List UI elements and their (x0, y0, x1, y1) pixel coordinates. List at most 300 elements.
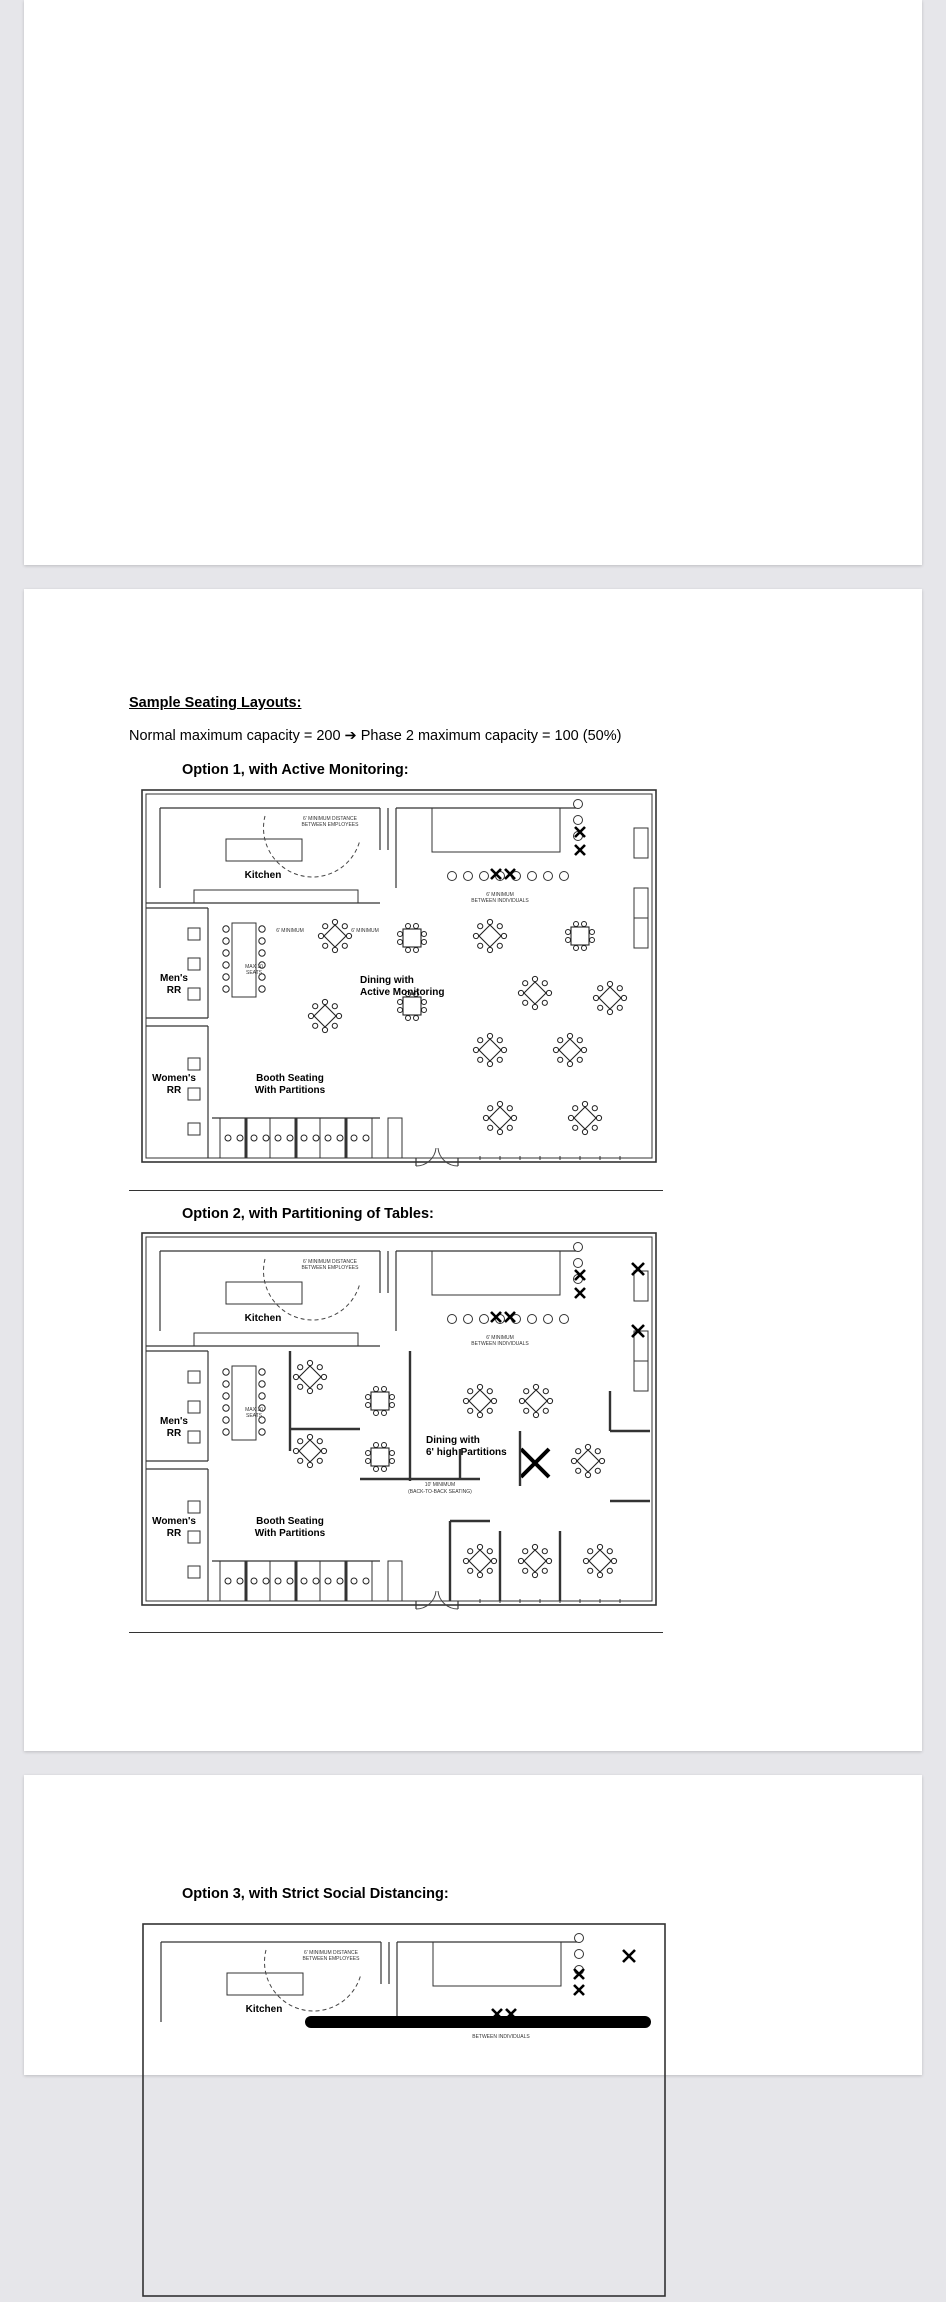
chair-icon (398, 932, 403, 937)
chair-icon (317, 1365, 322, 1370)
bar-stool-icon (464, 872, 473, 881)
chair-icon (223, 1393, 229, 1399)
chair-icon (382, 1387, 387, 1392)
chair-icon (574, 922, 579, 927)
chair-icon (322, 1027, 327, 1032)
minimum-distance-note: 6' MINIMUM (276, 928, 304, 934)
chair-icon (533, 1384, 538, 1389)
document-page-1 (24, 0, 922, 565)
chair-icon (573, 1125, 578, 1130)
chair-icon (323, 943, 328, 948)
chair-icon (617, 986, 622, 991)
chair-icon (293, 1374, 298, 1379)
chair-icon (307, 1462, 312, 1467)
chair-icon (414, 1016, 419, 1021)
back-to-back-note: 10' MINIMUM (424, 1482, 456, 1488)
chair-icon (593, 995, 598, 1000)
chair-icon (223, 986, 229, 992)
chair-icon (621, 995, 626, 1000)
chair-icon (317, 1384, 322, 1389)
chair-icon (225, 1135, 231, 1141)
bar-counter (432, 1251, 560, 1295)
chair-icon (582, 946, 587, 951)
chair-icon (313, 1004, 318, 1009)
x-mark-icon (632, 1263, 644, 1275)
chair-icon (607, 1568, 612, 1573)
chair-icon (317, 1458, 322, 1463)
chair-icon (374, 1387, 379, 1392)
chair-icon (332, 947, 337, 952)
booth-label: With Partitions (254, 1085, 326, 1096)
floor-plan-option-3 (141, 1922, 671, 2302)
toilet-icon (188, 988, 200, 1000)
chair-icon (477, 1384, 482, 1389)
chair-icon (237, 1135, 243, 1141)
wall-booth (634, 1271, 648, 1301)
chair-icon (542, 1000, 547, 1005)
chair-icon (382, 1467, 387, 1472)
chair-icon (223, 1369, 229, 1375)
entrance-door (416, 1591, 458, 1609)
dining-label: 6' high Partitions (426, 1447, 507, 1458)
bar-stool-icon (574, 800, 583, 809)
long-table (232, 923, 256, 997)
x-mark-icon (575, 845, 585, 855)
toilet-icon (188, 1531, 200, 1543)
chair-icon (298, 1458, 303, 1463)
horizontal-scrollbar[interactable] (305, 2016, 651, 2028)
chair-icon (607, 1009, 612, 1014)
chair-icon (576, 1468, 581, 1473)
chair-icon (322, 999, 327, 1004)
chair-icon (497, 924, 502, 929)
chair-icon (223, 1405, 229, 1411)
chair-icon (595, 1468, 600, 1473)
toilet-icon (188, 928, 200, 940)
wall-booth (634, 888, 648, 918)
bar-stool-icon (574, 1243, 583, 1252)
chair-icon (487, 1033, 492, 1038)
chair-icon (342, 924, 347, 929)
chair-icon (298, 1365, 303, 1370)
chair-icon (468, 1549, 473, 1554)
chair-icon (567, 1061, 572, 1066)
chair-icon (483, 1115, 488, 1120)
chair-icon (382, 1411, 387, 1416)
chair-icon (477, 1572, 482, 1577)
mens-restroom-label: Men's (160, 1416, 188, 1427)
bar-stool-icon (574, 1259, 583, 1268)
chair-icon (588, 1549, 593, 1554)
chair-icon (487, 1408, 492, 1413)
toilet-icon (188, 1401, 200, 1413)
chair-icon (287, 1135, 293, 1141)
bar-stool-icon (528, 1315, 537, 1324)
chair-icon (366, 1451, 371, 1456)
chair-icon (275, 1135, 281, 1141)
kitchen-counter (227, 1973, 303, 1995)
toilet-icon (188, 958, 200, 970)
chair-icon (507, 1106, 512, 1111)
chair-icon (566, 930, 571, 935)
chair-icon (582, 922, 587, 927)
bar-stool-icon (448, 872, 457, 881)
toilet-icon (188, 1058, 200, 1070)
chair-icon (259, 1429, 265, 1435)
chair-icon (488, 1106, 493, 1111)
booth-label: Booth Seating (256, 1073, 324, 1084)
capacity-statement: Normal maximum capacity = 200 ➔ Phase 2 maximum capacity = 100 (50%) (129, 728, 622, 744)
pass-counter (194, 1333, 358, 1346)
chair-icon (363, 1135, 369, 1141)
chair-icon (259, 1393, 265, 1399)
chair-icon (491, 1558, 496, 1563)
chair-icon (599, 1458, 604, 1463)
chair-icon (313, 1023, 318, 1028)
back-to-back-note: (BACK-TO-BACK SEATING) (408, 1489, 472, 1495)
bar-stool-icon (574, 816, 583, 825)
booth-label: Booth Seating (256, 1516, 324, 1527)
chair-icon (571, 1458, 576, 1463)
individual-distance-note: 6' MINIMUM (486, 892, 514, 898)
chair-icon (398, 1008, 403, 1013)
table-icon (371, 1392, 389, 1410)
chair-icon (332, 1004, 337, 1009)
chair-icon (321, 1374, 326, 1379)
chair-icon (558, 1038, 563, 1043)
individual-distance-note: BETWEEN INDIVIDUALS (471, 1341, 529, 1347)
mens-restroom-label: RR (166, 985, 182, 996)
toilet-icon (188, 1088, 200, 1100)
floor-plan-option-1 (140, 788, 660, 1168)
employee-distance-note: 6' MINIMUM DISTANCE (303, 1259, 357, 1265)
chair-icon (390, 1395, 395, 1400)
chair-icon (542, 1549, 547, 1554)
chair-icon (406, 1016, 411, 1021)
chair-icon (223, 938, 229, 944)
chair-icon (558, 1057, 563, 1062)
chair-icon (223, 962, 229, 968)
chair-icon (468, 1389, 473, 1394)
chair-icon (307, 1434, 312, 1439)
womens-restroom-label: Women's (152, 1516, 196, 1527)
chair-icon (491, 1398, 496, 1403)
host-stand (388, 1118, 402, 1158)
chair-icon (546, 990, 551, 995)
chair-icon (323, 924, 328, 929)
divider-rule (129, 1632, 663, 1633)
chair-icon (225, 1578, 231, 1584)
bar-stool-icon (464, 1315, 473, 1324)
wall-booth (634, 918, 648, 948)
employee-distance-note: 6' MINIMUM DISTANCE (304, 1950, 358, 1956)
table-icon (371, 1448, 389, 1466)
chair-icon (313, 1578, 319, 1584)
toilet-icon (188, 1431, 200, 1443)
chair-icon (307, 1360, 312, 1365)
chair-icon (463, 1398, 468, 1403)
chair-icon (611, 1558, 616, 1563)
chair-icon (374, 1443, 379, 1448)
chair-icon (259, 950, 265, 956)
chair-icon (223, 1417, 229, 1423)
kitchen-label: Kitchen (244, 870, 282, 881)
x-mark-icon (575, 1288, 585, 1298)
chair-icon (308, 1013, 313, 1018)
employee-distance-note: 6' MINIMUM DISTANCE (303, 816, 357, 822)
chair-icon (422, 932, 427, 937)
kitchen-counter (226, 839, 302, 861)
chair-icon (523, 1000, 528, 1005)
long-table (232, 1366, 256, 1440)
chair-icon (301, 1578, 307, 1584)
minimum-distance-note: 6' MINIMUM (351, 928, 379, 934)
chair-icon (582, 1129, 587, 1134)
chair-icon (422, 1000, 427, 1005)
outer-wall (143, 1924, 665, 2296)
chair-icon (532, 976, 537, 981)
chair-icon (298, 1439, 303, 1444)
kitchen-label: Kitchen (245, 2004, 283, 2015)
bar-stool-icon (560, 872, 569, 881)
womens-restroom-label: Women's (152, 1073, 196, 1084)
max-seats-note: MAX 10 (245, 964, 263, 970)
bar-stool-icon (448, 1315, 457, 1324)
chair-icon (374, 1467, 379, 1472)
chair-icon (473, 933, 478, 938)
bar-stool-icon (575, 1934, 584, 1943)
chair-icon (473, 1047, 478, 1052)
chair-icon (546, 1558, 551, 1563)
chair-icon (406, 948, 411, 953)
mens-restroom-label: RR (166, 1428, 182, 1439)
chair-icon (567, 1033, 572, 1038)
chair-icon (406, 924, 411, 929)
host-stand (388, 1561, 402, 1601)
option-2-title: Option 2, with Partitioning of Tables: (182, 1206, 434, 1222)
chair-icon (478, 943, 483, 948)
chair-icon (487, 919, 492, 924)
chair-icon (597, 1544, 602, 1549)
chair-icon (366, 1459, 371, 1464)
chair-icon (325, 1135, 331, 1141)
chair-icon (398, 940, 403, 945)
chair-icon (542, 1568, 547, 1573)
max-seats-note: MAX 10 (245, 1407, 263, 1413)
chair-icon (617, 1005, 622, 1010)
chair-icon (307, 1388, 312, 1393)
chair-icon (390, 1459, 395, 1464)
chair-icon (497, 1101, 502, 1106)
chair-icon (313, 1135, 319, 1141)
chair-icon (487, 1389, 492, 1394)
document-page-3 (24, 1775, 922, 2075)
table-icon (403, 929, 421, 947)
chair-icon (487, 947, 492, 952)
chair-icon (519, 1398, 524, 1403)
chair-icon (518, 1558, 523, 1563)
max-seats-note: SEATS (245, 1413, 263, 1419)
chair-icon (524, 1408, 529, 1413)
chair-icon (487, 1061, 492, 1066)
chair-icon (497, 1038, 502, 1043)
chair-icon (573, 1106, 578, 1111)
chair-icon (543, 1389, 548, 1394)
chair-icon (337, 1578, 343, 1584)
chair-icon (363, 1578, 369, 1584)
section-title: Sample Seating Layouts: (129, 695, 302, 711)
chair-icon (574, 946, 579, 951)
chair-icon (592, 1106, 597, 1111)
chair-icon (597, 1572, 602, 1577)
chair-icon (590, 938, 595, 943)
chair-icon (590, 930, 595, 935)
chair-icon (511, 1115, 516, 1120)
chair-icon (422, 1008, 427, 1013)
chair-icon (275, 1578, 281, 1584)
chair-icon (497, 1129, 502, 1134)
toilet-icon (188, 1501, 200, 1513)
chair-icon (337, 1135, 343, 1141)
chair-icon (478, 1038, 483, 1043)
chair-icon (507, 1125, 512, 1130)
chair-icon (542, 981, 547, 986)
chair-icon (568, 1115, 573, 1120)
bar-stool-icon (544, 872, 553, 881)
chair-icon (259, 938, 265, 944)
chair-icon (251, 1135, 257, 1141)
chair-icon (518, 990, 523, 995)
chair-icon (366, 1395, 371, 1400)
chair-icon (259, 1369, 265, 1375)
chair-icon (223, 950, 229, 956)
chair-icon (478, 1057, 483, 1062)
chair-icon (259, 1381, 265, 1387)
chair-icon (598, 1005, 603, 1010)
chair-icon (583, 1558, 588, 1563)
individual-distance-note: BETWEEN INDIVIDUALS (471, 898, 529, 904)
chair-icon (585, 1472, 590, 1477)
chair-icon (487, 1549, 492, 1554)
chair-icon (287, 1578, 293, 1584)
chair-icon (533, 1412, 538, 1417)
chair-icon (293, 1448, 298, 1453)
chair-icon (592, 1125, 597, 1130)
chair-icon (223, 1429, 229, 1435)
chair-icon (351, 1135, 357, 1141)
wall-booth (634, 828, 648, 858)
chair-icon (477, 1544, 482, 1549)
chair-icon (263, 1578, 269, 1584)
x-mark-icon (521, 1449, 549, 1477)
entrance-door (416, 1148, 458, 1166)
table-icon (571, 927, 589, 945)
chair-icon (497, 1057, 502, 1062)
chair-icon (342, 943, 347, 948)
employee-distance-note: BETWEEN EMPLOYEES (302, 1956, 360, 1962)
chair-icon (317, 1439, 322, 1444)
mens-restroom-label: Men's (160, 973, 188, 984)
chair-icon (553, 1047, 558, 1052)
bar-stool-icon (544, 1315, 553, 1324)
chair-icon (390, 1451, 395, 1456)
booth-label: With Partitions (254, 1528, 326, 1539)
chair-icon (596, 1115, 601, 1120)
chair-icon (577, 1038, 582, 1043)
outer-wall (142, 1233, 656, 1605)
chair-icon (501, 933, 506, 938)
chair-icon (298, 1384, 303, 1389)
chair-icon (332, 1023, 337, 1028)
chair-icon (488, 1125, 493, 1130)
document-page-2 (24, 589, 922, 1751)
dining-label: Dining with (426, 1435, 480, 1446)
chair-icon (382, 1443, 387, 1448)
chair-icon (374, 1411, 379, 1416)
chair-icon (422, 940, 427, 945)
chair-icon (497, 943, 502, 948)
chair-icon (524, 1389, 529, 1394)
chair-icon (607, 1549, 612, 1554)
chair-icon (318, 933, 323, 938)
chair-icon (223, 926, 229, 932)
dining-label: Dining with (360, 975, 414, 986)
chair-icon (523, 1549, 528, 1554)
chair-icon (566, 938, 571, 943)
divider-rule (129, 1190, 663, 1191)
chair-icon (336, 1013, 341, 1018)
inner-wall (146, 1237, 652, 1601)
chair-icon (607, 981, 612, 986)
chair-icon (414, 948, 419, 953)
toilet-icon (188, 1371, 200, 1383)
chair-icon (468, 1568, 473, 1573)
bar-stool-icon (528, 872, 537, 881)
chair-icon (487, 1568, 492, 1573)
chair-icon (351, 1578, 357, 1584)
chair-icon (523, 1568, 528, 1573)
chair-icon (414, 924, 419, 929)
chair-icon (237, 1578, 243, 1584)
chair-icon (332, 919, 337, 924)
max-seats-note: SEATS (245, 970, 263, 976)
chair-icon (463, 1558, 468, 1563)
chair-icon (321, 1448, 326, 1453)
chair-icon (581, 1047, 586, 1052)
chair-icon (547, 1398, 552, 1403)
wall-booth (634, 1361, 648, 1391)
x-mark-icon (623, 1950, 635, 1962)
chair-icon (588, 1568, 593, 1573)
kitchen-counter (226, 1282, 302, 1304)
pass-counter (194, 890, 358, 903)
toilet-icon (188, 1566, 200, 1578)
chair-icon (346, 933, 351, 938)
bar-counter (433, 1942, 561, 1986)
chair-icon (598, 986, 603, 991)
chair-icon (478, 924, 483, 929)
option-1-title: Option 1, with Active Monitoring: (182, 762, 409, 778)
chair-icon (523, 981, 528, 986)
chair-icon (251, 1578, 257, 1584)
chair-icon (301, 1135, 307, 1141)
chair-icon (532, 1572, 537, 1577)
option-3-title: Option 3, with Strict Social Distancing: (182, 1886, 449, 1902)
chair-icon (325, 1578, 331, 1584)
chair-icon (477, 1412, 482, 1417)
chair-icon (532, 1544, 537, 1549)
bar-stool-icon (480, 1315, 489, 1324)
